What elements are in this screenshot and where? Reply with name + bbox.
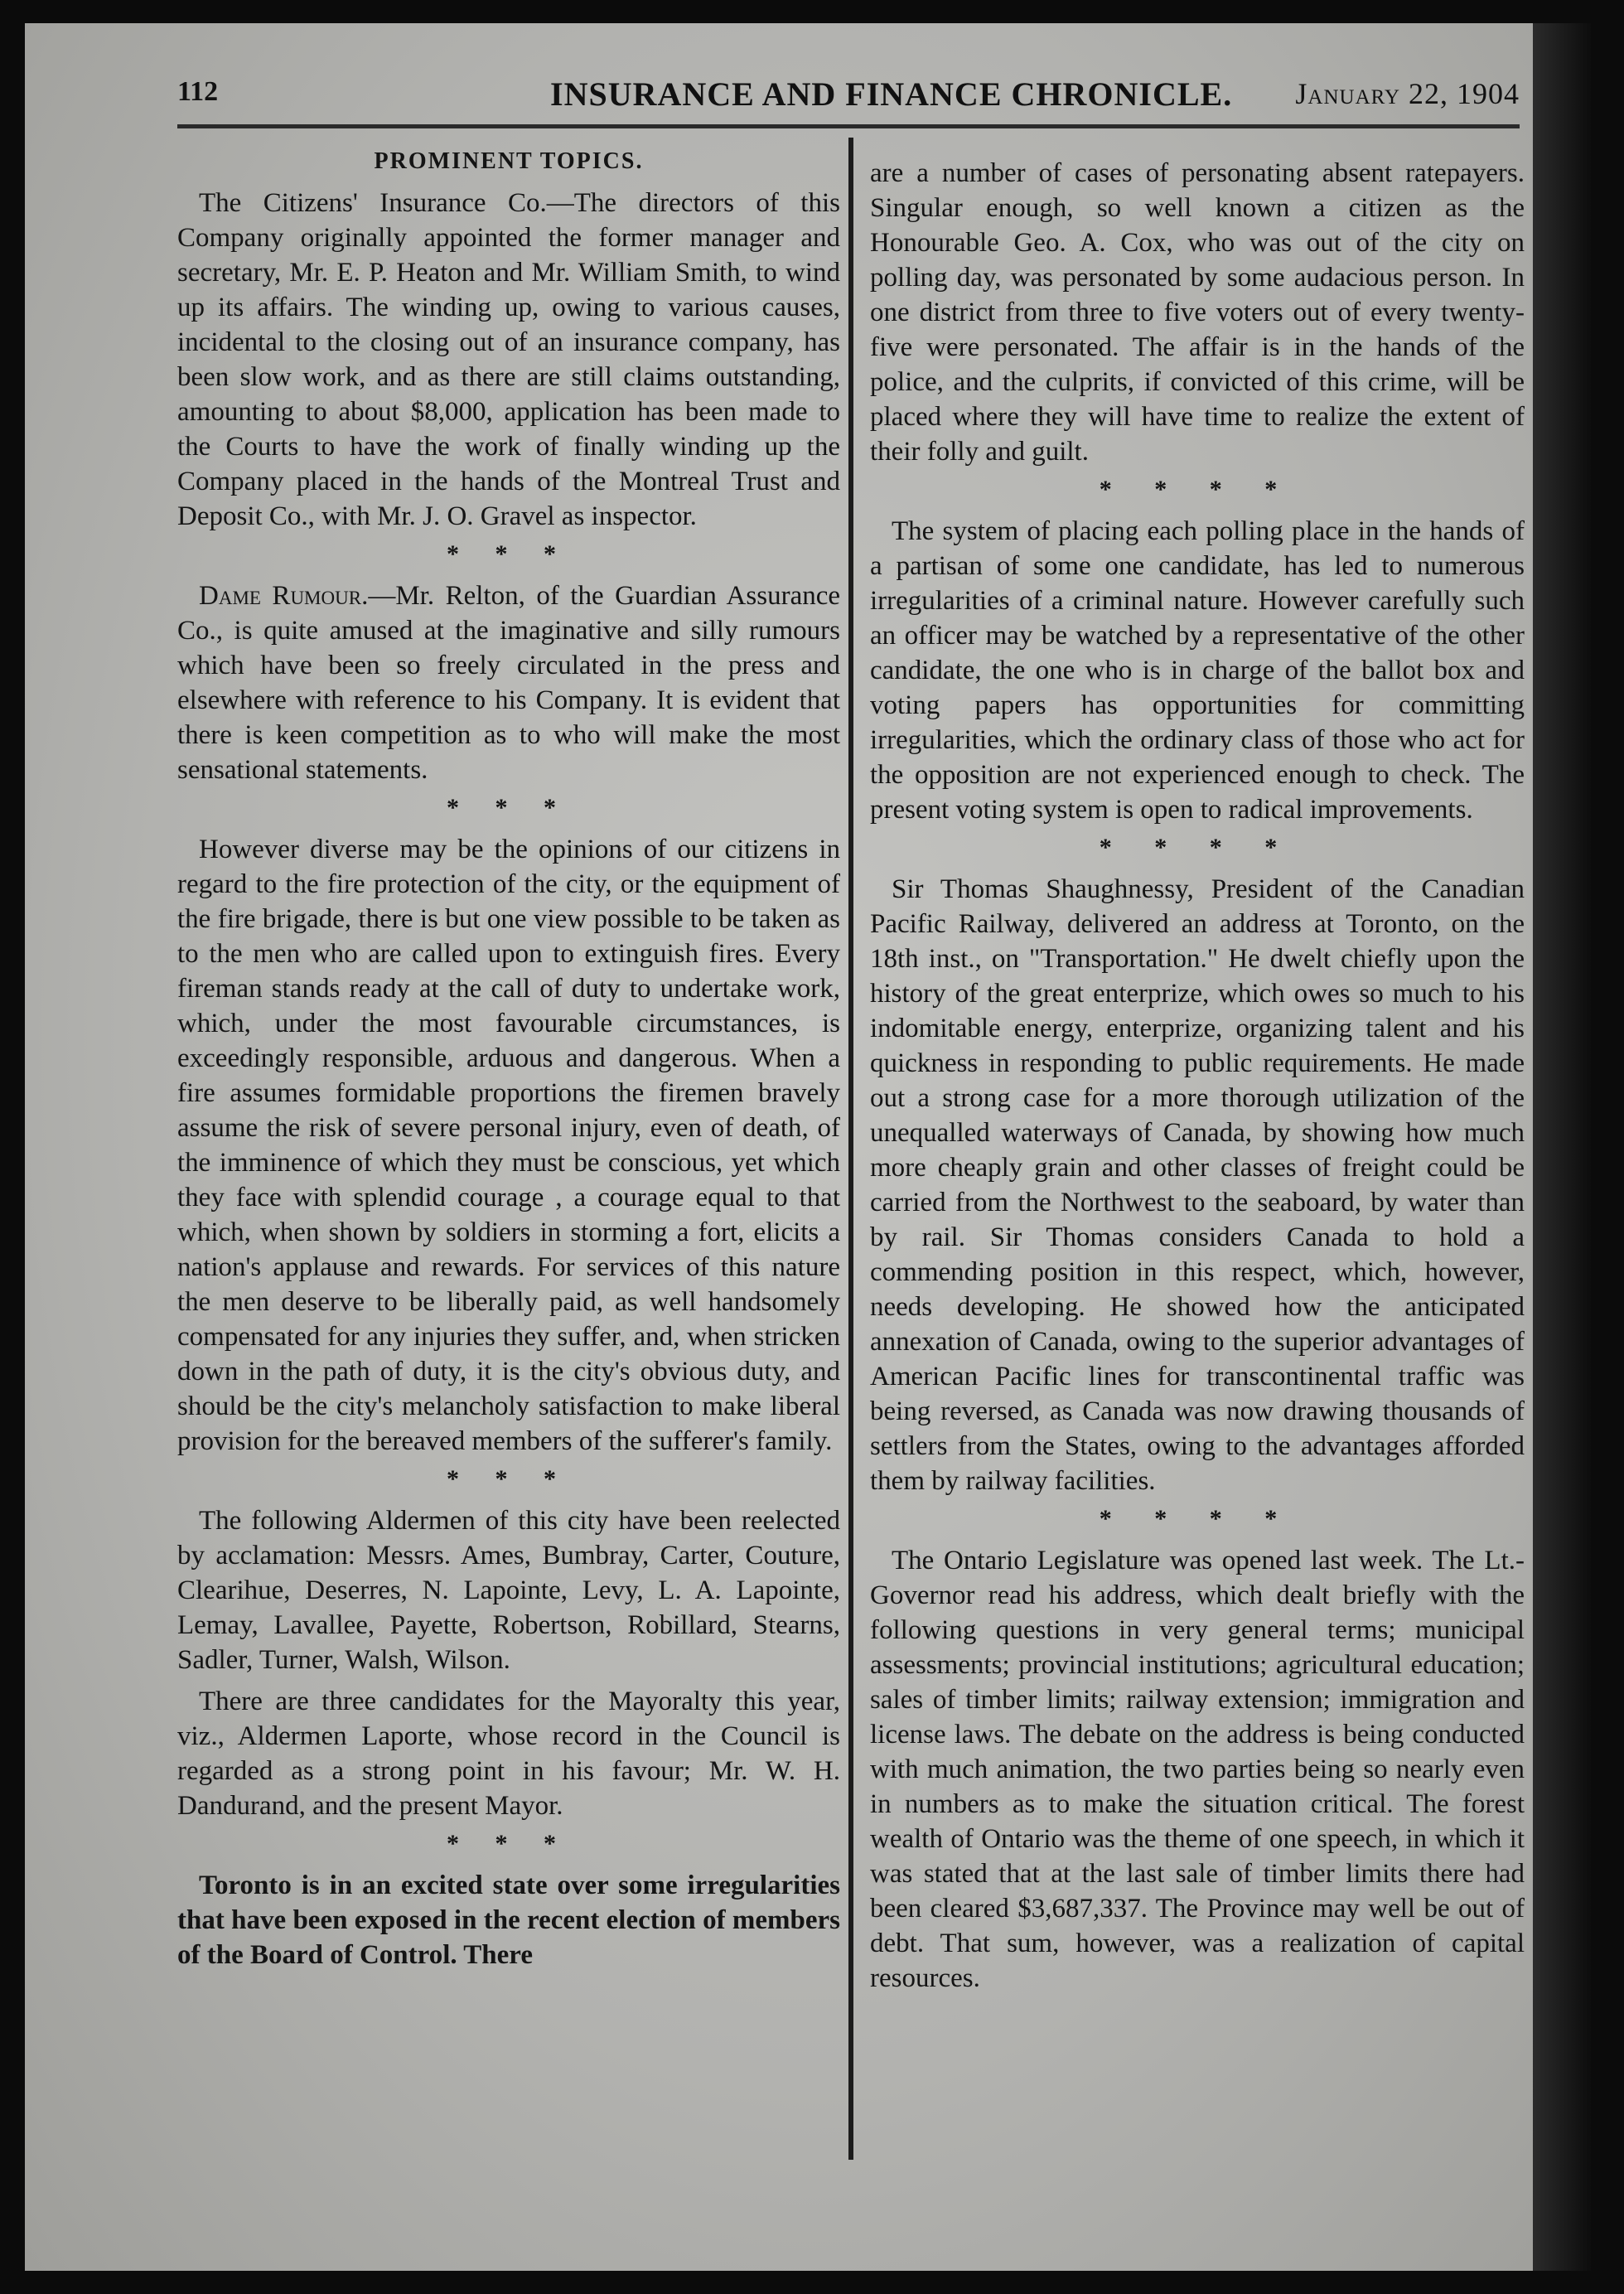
separator-stars: * * * * [1099, 476, 1296, 503]
issue-date: January 22, 1904 [1295, 77, 1520, 110]
dame-rumour-lead: Dame Rumour. [199, 581, 369, 611]
separator-stars: * * * [447, 794, 571, 821]
page-header [177, 71, 1520, 121]
header-rule [177, 124, 1520, 128]
shaughnessy-paragraph: Sir Thomas Shaughnessy, President of the Canadian Pacific Railway, delivered an address at Toronto, on the 18th inst., on "Transportation." He dwelt chiefly upon the history of the great enterprize, which owes so much to his indomitable energy, enterprize, organizing talent and his quickness in responding to public requirements. He made out a strong case for a more thorough utilization of the unequalled waterways of Canada, by showing how much more cheaply grain and other classes of freight could be carried from the Northwest to the seaboard, by water than by rail. Sir Thomas considers Canada to hold a commending position in this respect, which, however, needs developing. He showed how the anticipated annexation of Canada, owing to the superior advantages of American Pacific lines for transcontinental traffic was being reversed, as Canada was now drawing thousands of settlers from the States, owing to the advantages afforded them by railway facilities. [870, 874, 1525, 1496]
citizens-insurance-paragraph: The Citizens' Insurance Co.—The directors of this Company originally appointed the former manager and secretary, Mr. E. P. Heaton and Mr. William Smith, to wind up its affairs. The winding up, owing to various causes, incidental to the closing out of an insurance company, has been slow work, and as there are still claims outstanding, amounting to about $8,000, application has been made to the Courts to have the work of finally winding up the Company placed in the hands of the Montreal Trust and Deposit Co., with Mr. J. O. Gravel as inspector. [177, 188, 840, 531]
polling-system-paragraph: The system of placing each polling place in the hands of a partisan of some one candidate, has led to numerous irregularities of a criminal nature. However carefully such an officer may be watched by a representative of the other candidate, the one who is in charge of the ballot box and voting papers has opportunities for committing irregularities, which the ordinary class of those who act for the opposition are not experienced enough to check. The present voting system is open to radical improvements. [870, 516, 1525, 825]
dame-rumour-text: —Mr. Relton, of the Guardian Assurance Co., is quite amused at the imaginative and silly rumours which have been so freely circulated in the press and elsewhere with reference to his Company. It is evident that there is keen competition as to who will make the most sensational statements. [177, 581, 841, 785]
fire-protection-paragraph: However diverse may be the opinions of our citizens in regard to the fire protection of the city, or the equipment of the fire brigade, there is but one view possible to be taken as to the men who are called upon to extinguish fires. Every fireman stands ready at the call of duty to undertake work, which, under the most favourable circumstances, is exceedingly responsible, arduous and dangerous. When a fire assumes formidable proportions the firemen bravely assume the risk of severe personal injury, even of death, of the imminence of which they must be conscious, yet which they face with splendid courage , a courage equal to that which, when shown by soldiers in storming a fort, elicits a nation's applause and rewards. For services of this nature the men deserve to be liberally paid, as well handsomely compensated for any injuries they suffer, and, when stricken down in the path of duty, it is the city's obvious duty, and should be the city's melancholy satisfaction to make liberal provision for the bereaved members of the sufferer's family. [177, 835, 840, 1456]
mayoralty-paragraph: There are three candidates for the Mayoralty this year, viz., Aldermen Laporte, whose record in the Council is regarded as a strong point in his favour; Mr. W. H. Dandurand, and the present Mayor. [177, 1687, 840, 1821]
left-column [177, 141, 840, 1979]
ontario-legislature-paragraph: The Ontario Legislature was opened last week. The Lt.-Governor read his address, which dealt briefly with the following questions in very general terms; municipal assessments; provincial institutions; agricultural education; sales of timber limits; railway extension; immigration and license laws. The debate on the address is being conducted with much animation, the two parties being so nearly even in numbers as to make the situation critical. The forest wealth of Ontario was the theme of one speech, in which it was stated that at the last sale of timber limits there had been cleared $3,687,337. The Province may well be out of debt. That sum, however, was a realization of capital resources. [870, 1546, 1525, 1993]
separator-stars: * * * * [1099, 1505, 1296, 1532]
column-divider [848, 138, 853, 2160]
publication-title: INSURANCE AND FINANCE CHRONICLE. [550, 75, 1233, 113]
separator-stars: * * * * [1099, 834, 1296, 861]
personating-paragraph: are a number of cases of personating absent ratepayers. Singular enough, so well known a citizen as the Honourable Geo. A. Cox, who was out of the city on polling day, was personated by some audacious person. In one district from three to five voters out of every twenty-five were personated. The affair is in the hands of the police, and the culprits, if convicted of this crime, will be placed where they will have time to realize the extent of their folly and guilt. [870, 158, 1525, 467]
separator-stars: * * * [447, 1465, 571, 1493]
toronto-paragraph: Toronto is in an excited state over some irregularities that have been exposed in the recent election of members of the Board of Control. There [177, 1871, 840, 1970]
aldermen-paragraph: The following Aldermen of this city have been reelected by acclamation: Messrs. Ames, Bumbray, Carter, Couture, Clearihue, Deserres, N. Lapointe, Levy, L. A. Lapointe, Lemay, Lavallee, Payette, Robertson, Robillard, Stearns, Sadler, Turner, Walsh, Wilson. [177, 1506, 840, 1675]
page-number: 112 [177, 76, 219, 107]
separator-stars: * * * [447, 540, 571, 568]
dame-rumour-paragraph [177, 578, 840, 787]
separator-stars: * * * [447, 1830, 571, 1857]
section-title: PROMINENT TOPICS. [374, 148, 644, 174]
page-binding-edge [1533, 23, 1591, 2271]
right-column [870, 156, 1525, 2002]
